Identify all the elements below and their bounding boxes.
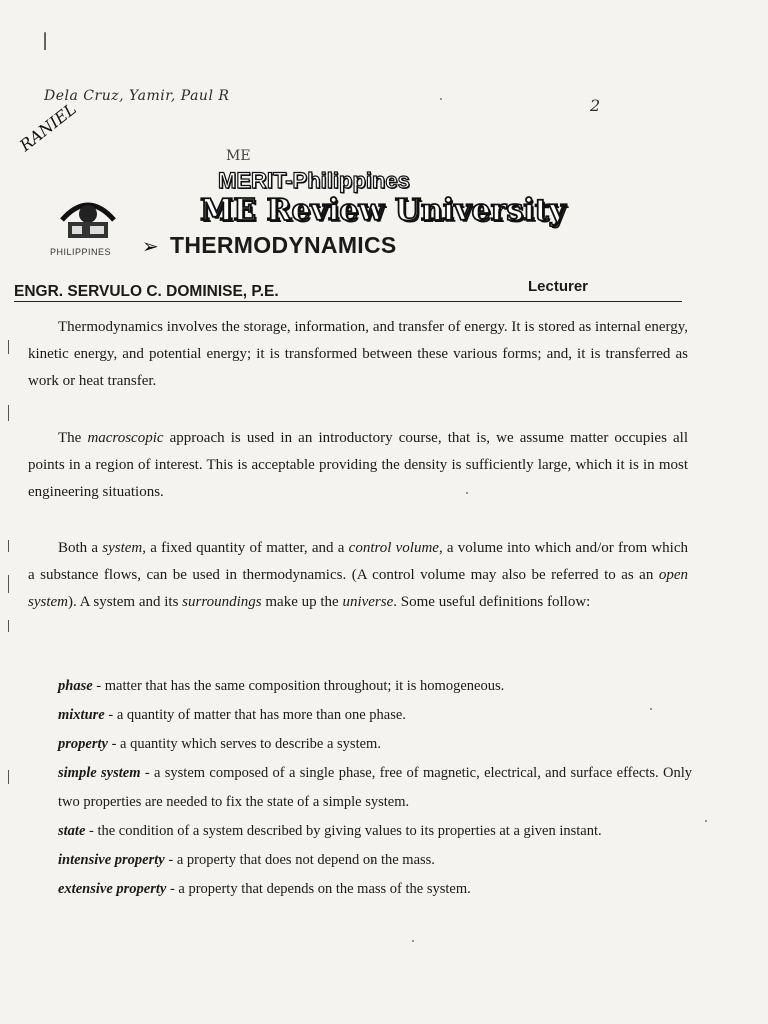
lecturer-role: Lecturer: [528, 278, 589, 295]
school-logo-icon: [56, 186, 120, 244]
text-run: approach is used in an introductory course, that is, we assume matter occupies all points in a region of interest. This is acceptable providing the density is sufficiently large, which it is in most engineering situations.: [28, 430, 688, 500]
definition-text: - a quantity which serves to describe a system.: [107, 736, 381, 752]
scan-mark: [8, 540, 9, 552]
scan-mark: [8, 770, 9, 784]
scan-speck: [705, 820, 707, 822]
definition-item: [58, 672, 692, 701]
definition-item: [58, 730, 692, 759]
scan-mark: [8, 405, 9, 421]
definition-text: - the condition of a system described by giving values to its properties at a given instant.: [85, 823, 602, 839]
logo-caption: PHILIPPINES: [50, 247, 112, 257]
term-control-volume: control volume: [348, 540, 439, 556]
scan-mark: [8, 575, 9, 593]
scan-mark: [8, 340, 9, 354]
text-run: The: [58, 430, 88, 446]
definition-item: [58, 817, 692, 846]
definition-text: - matter that has the same composition throughout; it is homogeneous.: [92, 678, 505, 694]
handwritten-page-number: 2: [590, 96, 601, 115]
scan-speck: [412, 940, 414, 942]
paragraph-intro-text: Thermodynamics involves the storage, information, and transfer of energy. It is stored as internal energy, kinetic energy, and potential energy; it is transformed between these various forms; and, it is transferred as work or heat transfer.: [28, 319, 688, 389]
text-run: , a volume into which and/or from which a substance flows, can be used in thermodynamics. (A control volume may also be referred to as an: [28, 540, 688, 583]
paragraph-macroscopic: [28, 425, 688, 506]
term-open-system: open system: [28, 567, 688, 610]
definition-term: state: [58, 823, 86, 839]
definition-text: - a property that depends on the mass of the system.: [166, 881, 471, 897]
text-run: , a fixed quantity of matter, and a: [142, 540, 349, 556]
definition-item: [58, 759, 692, 817]
paragraph-intro: [28, 314, 688, 395]
term-surroundings: surroundings: [182, 594, 262, 610]
handwritten-signature: RANIEL: [16, 99, 80, 155]
me-mark: ME: [226, 148, 251, 164]
term-macroscopic: macroscopic: [87, 430, 164, 446]
term-universe: universe: [342, 594, 394, 610]
definition-term: intensive property: [58, 852, 165, 868]
definition-item: [58, 701, 692, 730]
text-run: ). A system and its: [68, 594, 183, 610]
definition-term: extensive property: [58, 881, 167, 897]
brand-main: ME Review University: [200, 193, 566, 228]
scan-speck: [440, 98, 442, 100]
definition-item: [58, 846, 692, 875]
header-divider: [14, 301, 682, 302]
text-run: . Some useful definitions follow:: [393, 594, 591, 610]
term-system: system: [102, 540, 143, 556]
text-run: make up the: [261, 594, 343, 610]
definition-term: property: [58, 736, 108, 752]
handwritten-name: Dela Cruz, Yamir, Paul R: [44, 88, 230, 104]
text-run: Both a: [58, 540, 103, 556]
definition-text: - a property that does not depend on the mass.: [164, 852, 435, 868]
margin-mark: |: [42, 30, 49, 51]
definition-term: phase: [58, 678, 93, 694]
definition-term: mixture: [58, 707, 105, 723]
definitions-list: [58, 672, 692, 904]
page-title: THERMODYNAMICS: [170, 232, 397, 258]
scan-mark: [8, 620, 9, 632]
definition-term: simple system: [58, 765, 141, 781]
lecturer-name: ENGR. SERVULO C. DOMINISE, P.E.: [14, 283, 279, 300]
brand-top: MERIT-Philippines: [218, 168, 410, 193]
paragraph-system: [28, 535, 688, 616]
definition-text: - a system composed of a single phase, free of magnetic, electrical, and surface effects. Only two properties are needed to fix the state of a simple system.: [58, 765, 692, 810]
title-arrow-icon: ➢: [142, 234, 159, 258]
definition-text: - a quantity of matter that has more than one phase.: [104, 707, 406, 723]
definition-item: [58, 875, 692, 904]
